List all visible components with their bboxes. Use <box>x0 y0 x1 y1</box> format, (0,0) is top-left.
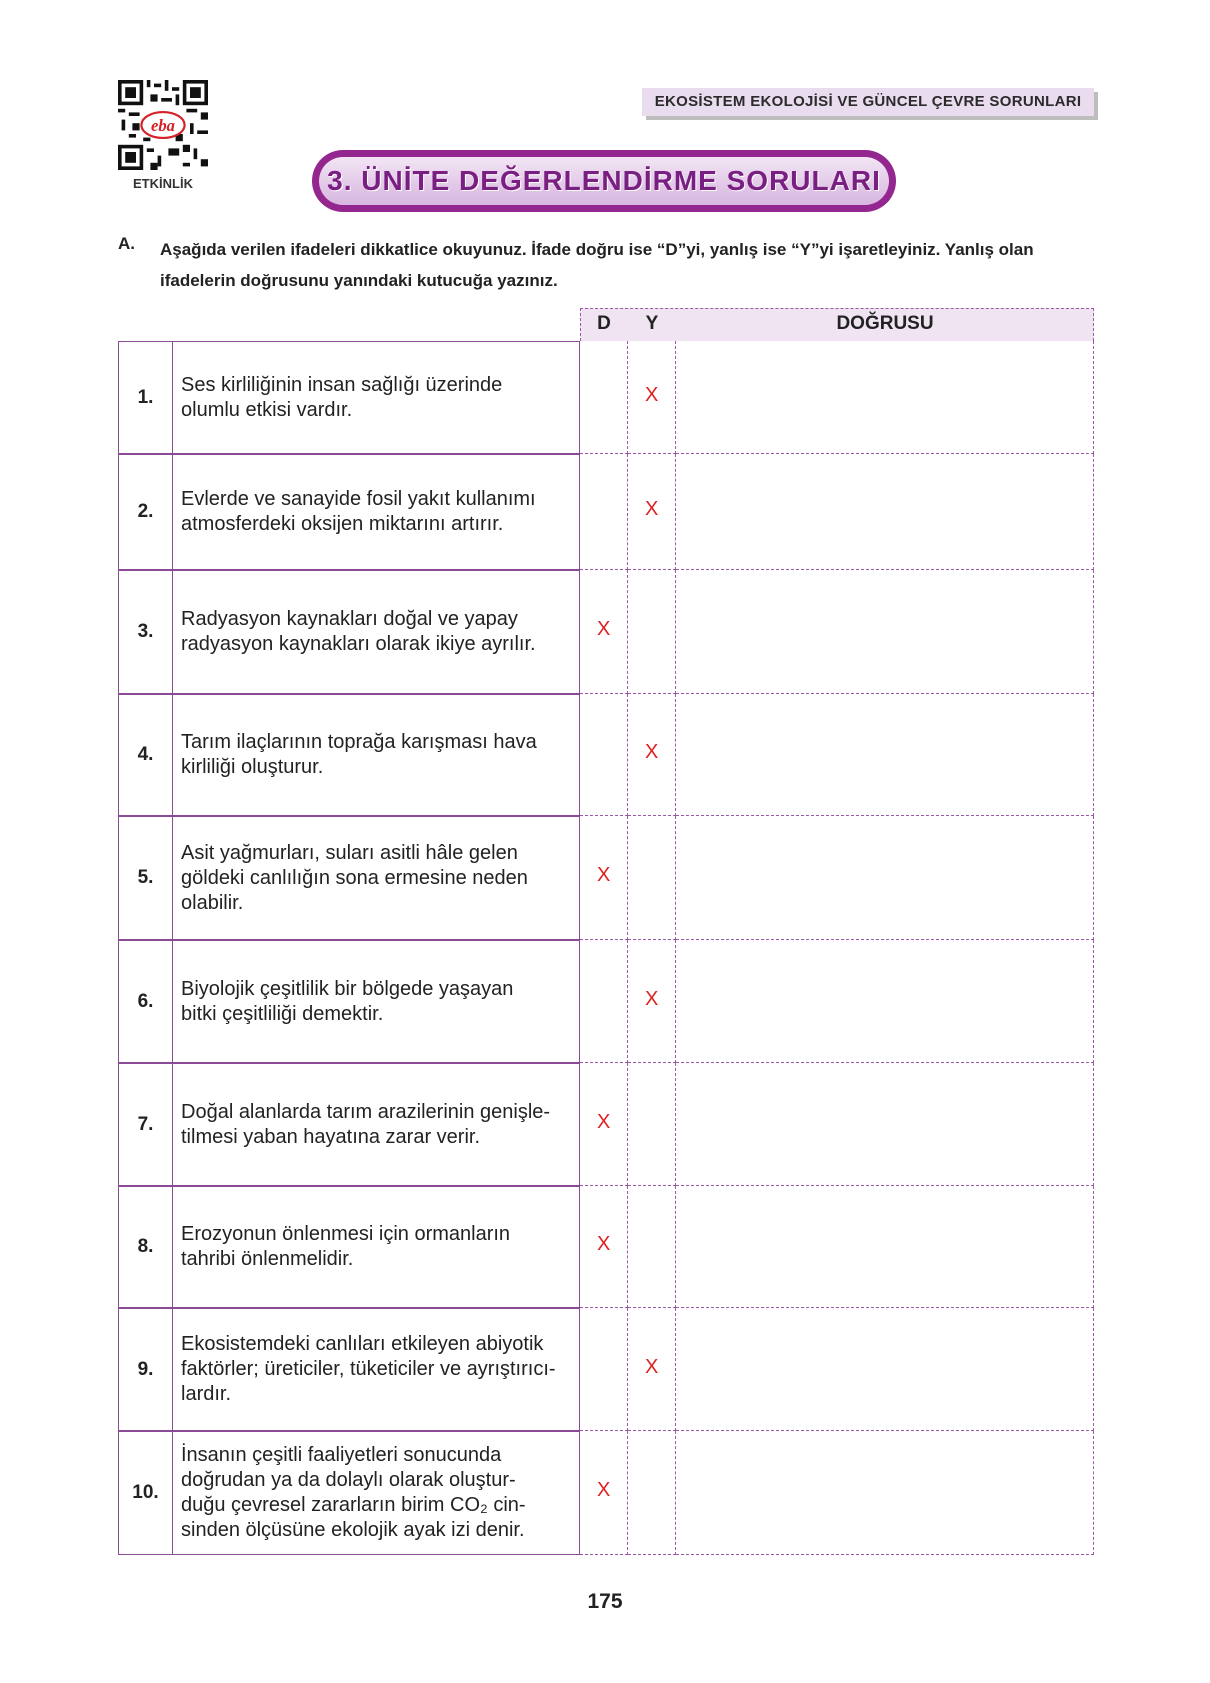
answer-cell-y[interactable] <box>628 694 676 816</box>
answer-mark: X <box>645 1356 659 1378</box>
correction-cell[interactable] <box>676 454 1094 570</box>
statement-line: lardır. <box>181 1383 232 1405</box>
answer-mark: X <box>645 988 659 1010</box>
answer-cell-d[interactable] <box>580 341 628 454</box>
question-statement <box>172 454 580 570</box>
statement-line: atmosferdeki oksijen miktarını artırır. <box>181 513 504 535</box>
statement-line: Radyasyon kaynakları doğal ve yapay <box>181 608 518 630</box>
question-number: 10. <box>118 1431 172 1555</box>
table-row <box>118 570 1094 694</box>
statement-line: İnsanın çeşitli faaliyetleri sonucunda <box>181 1444 502 1466</box>
question-number: 1. <box>118 341 172 454</box>
answer-cell-d[interactable] <box>580 694 628 816</box>
answer-cell-y[interactable] <box>628 570 676 694</box>
question-number: 6. <box>118 940 172 1063</box>
correction-cell[interactable] <box>676 816 1094 940</box>
table-row <box>118 1431 1094 1555</box>
statement-line: duğu çevresel zararların birim CO₂ cin- <box>181 1494 526 1516</box>
statement-line: sinden ölçüsüne ekolojik ayak izi denir. <box>181 1519 525 1541</box>
qr-label: ETKİNLİK <box>133 176 193 191</box>
question-number: 3. <box>118 570 172 694</box>
correction-cell[interactable] <box>676 940 1094 1063</box>
answer-cell-y[interactable] <box>628 816 676 940</box>
table-row <box>118 454 1094 570</box>
answer-cell-y[interactable] <box>628 940 676 1063</box>
answer-cell-d[interactable] <box>580 454 628 570</box>
statement-line: olabilir. <box>181 891 244 914</box>
question-statement <box>172 940 580 1063</box>
question-statement <box>172 694 580 816</box>
answer-mark: X <box>645 498 659 520</box>
question-number: 7. <box>118 1063 172 1186</box>
question-statement <box>172 1063 580 1186</box>
table-row <box>118 341 1094 454</box>
answer-cell-d[interactable] <box>580 570 628 694</box>
answer-mark: X <box>645 384 659 406</box>
statement-line: göldeki canlılığın sona ermesine neden <box>181 866 528 889</box>
question-statement <box>172 816 580 940</box>
statement-line: bitki çeşitliliği demektir. <box>181 1002 384 1025</box>
statement-line: Erozyonun önlenmesi için ormanların <box>181 1223 511 1245</box>
answer-mark: X <box>645 741 659 763</box>
answer-mark: X <box>597 1233 611 1255</box>
correction-cell[interactable] <box>676 1431 1094 1555</box>
answer-cell-y[interactable] <box>628 1308 676 1431</box>
statement-line: Ses kirliliğinin insan sağlığı üzerinde <box>181 373 503 396</box>
answer-cell-y[interactable] <box>628 1186 676 1308</box>
correction-cell[interactable] <box>676 1308 1094 1431</box>
statement-line: Evlerde ve sanayide fosil yakıt kullanımı <box>181 488 536 510</box>
table-row <box>118 1308 1094 1431</box>
correction-cell[interactable] <box>676 570 1094 694</box>
table-row <box>118 1186 1094 1308</box>
correction-cell[interactable] <box>676 341 1094 454</box>
answer-cell-d[interactable] <box>580 1431 628 1555</box>
answer-cell-y[interactable] <box>628 1431 676 1555</box>
question-number: 9. <box>118 1308 172 1431</box>
answer-mark: X <box>597 1479 611 1501</box>
column-header-d: D <box>597 313 611 334</box>
answer-cell-y[interactable] <box>628 1063 676 1186</box>
statement-line: radyasyon kaynakları olarak ikiye ayrılır. <box>181 633 536 655</box>
answer-mark: X <box>597 1111 611 1133</box>
answer-mark: X <box>597 864 611 886</box>
statement-line: Ekosistemdeki canlıları etkileyen abiyotik <box>181 1333 544 1355</box>
question-number: 5. <box>118 816 172 940</box>
statement-line: Tarım ilaçlarının toprağa karışması hava <box>181 731 537 753</box>
question-number: 2. <box>118 454 172 570</box>
answer-mark: X <box>597 618 611 640</box>
table-row <box>118 940 1094 1063</box>
answer-cell-d[interactable] <box>580 816 628 940</box>
answer-cell-y[interactable] <box>628 454 676 570</box>
statement-line: doğrudan ya da dolaylı olarak oluştur- <box>181 1469 516 1491</box>
table-row <box>118 816 1094 940</box>
instruction-letter: A. <box>118 234 135 253</box>
column-header-y: Y <box>645 313 659 334</box>
statement-line: Doğal alanlarda tarım arazilerinin genişle- <box>181 1100 551 1123</box>
statement-line: olumlu etkisi vardır. <box>181 398 353 421</box>
statement-line: Biyolojik çeşitlilik bir bölgede yaşayan <box>181 977 514 1000</box>
statement-line: tilmesi yaban hayatına zarar verir. <box>181 1125 481 1148</box>
instruction-text: Aşağıda verilen ifadeleri dikkatlice okuyunuz. İfade doğru ise “D”yi, yanlış ise “Y”yi işaretleyiniz. Yanlış olan ifadelerin doğrusunu yanındaki kutucuğa yazınız. <box>160 240 1034 290</box>
section-title: EKOSİSTEM EKOLOJİSİ VE GÜNCEL ÇEVRE SORUNLARI <box>654 93 1082 110</box>
question-statement <box>172 570 580 694</box>
correction-cell[interactable] <box>676 694 1094 816</box>
table-row <box>118 1063 1094 1186</box>
statement-line: kirliliği oluşturur. <box>181 756 324 778</box>
answer-cell-d[interactable] <box>580 1186 628 1308</box>
eba-logo-text: eba <box>151 116 175 136</box>
answer-cell-y[interactable] <box>628 341 676 454</box>
answer-cell-d[interactable] <box>580 940 628 1063</box>
question-statement <box>172 341 580 454</box>
page-number: 175 <box>587 1590 623 1613</box>
table-row <box>118 694 1094 816</box>
statement-line: tahribi önlenmelidir. <box>181 1248 354 1270</box>
question-statement <box>172 1186 580 1308</box>
unit-title: 3. ÜNİTE DEĞERLENDİRME SORULARI <box>327 165 881 196</box>
answer-cell-d[interactable] <box>580 1063 628 1186</box>
correction-cell[interactable] <box>676 1063 1094 1186</box>
statement-line: faktörler; üreticiler, tüketiciler ve ayrıştırıcı- <box>181 1358 556 1380</box>
question-number: 8. <box>118 1186 172 1308</box>
question-statement <box>172 1308 580 1431</box>
answer-cell-d[interactable] <box>580 1308 628 1431</box>
statement-line: Asit yağmurları, suları asitli hâle gelen <box>181 841 518 864</box>
column-header-correct: DOĞRUSU <box>836 313 934 334</box>
question-number: 4. <box>118 694 172 816</box>
question-statement <box>172 1431 580 1555</box>
correction-cell[interactable] <box>676 1186 1094 1308</box>
